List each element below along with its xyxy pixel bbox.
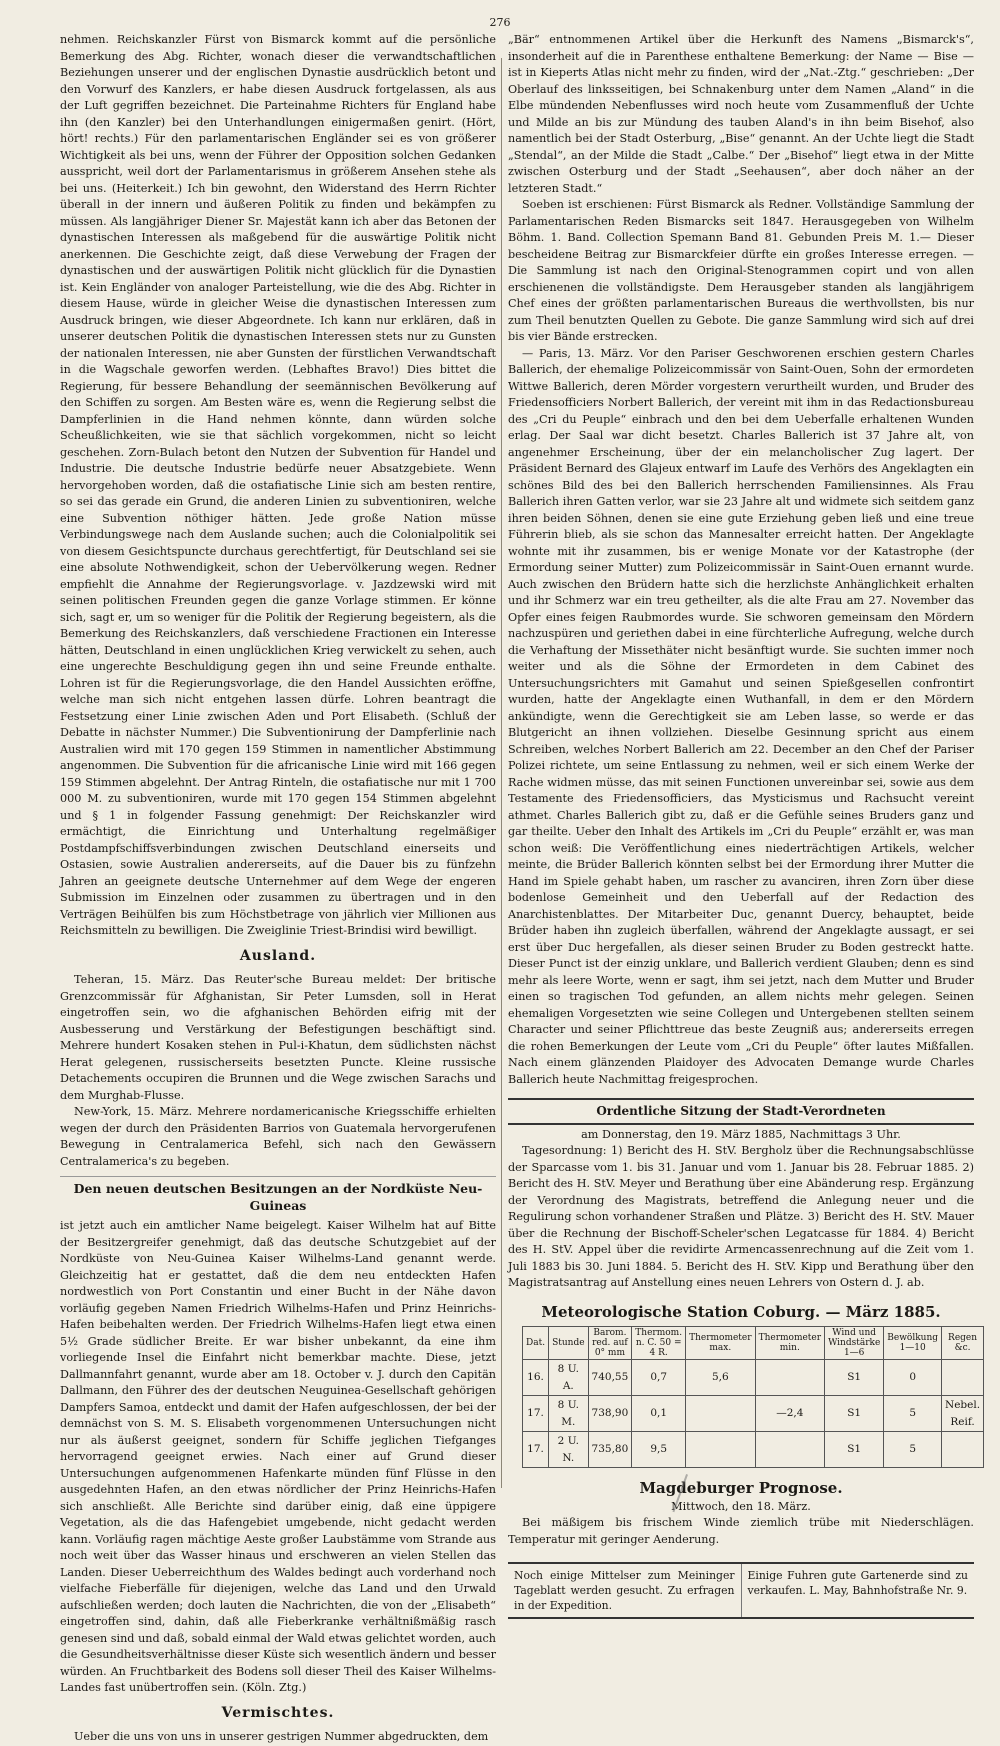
advertisement-row <box>508 1562 974 1619</box>
table-cell: 2 U. N. <box>549 1432 588 1468</box>
advertisement-mittelser: Noch einige Mittelser zum Meininger Tageblatt werden gesucht. Zu erfragen in der Expedition. <box>514 1569 735 1612</box>
col-date: Dat. <box>523 1327 549 1360</box>
table-cell: S1 <box>825 1360 884 1396</box>
neu-guinea-article: ist jetzt auch ein amtlicher Name beigelegt. Kaiser Wilhelm hat auf Bitte der Besitzergreifer genehmigt, daß das deutsche Schutzgebiet auf der Nordküste von Neu-Guinea Kaiser Wilhelms-Land genannt werde. Gleichzeitig hat er gestattet, daß die dem neu entdeckten Hafen nordwestlich von Port Constantin und einer Bucht in der Nähe davon vorläufig gegeben Namen Friedrich Wilhelms-Hafen und Prinz Heinrichs-Hafen beibehalten werden. Der Friedrich Wilhelms-Hafen liegt etwa einen 5½ Grade südlicher Breite. Er war bisher unbekannt, da eine ihm vorliegende Insel die Einfahrt nicht bemerkbar machte. Diese, jetzt Dallmannfahrt genannt, wurde aber am 18. October v. J. durch den Capitän Dallmann, den Führer des der deutschen Neuguinea-Gesellschaft gehörigen Dampfers Samoa, entdeckt und damit der Hafen aufgeschlossen, der bei der demnächst von S. M. S. Elisabeth vorgenommenen Untersuchungen nicht nur als äußerst geeignet, sondern für Schiffe jeglichen Tiefganges hervorragend geeignet erwies. Nach einer auf Grund dieser Untersuchungen aufgenommenen Hafenkarte münden fünf Flüsse in den ausgedehnten Hafen, an den etwas nördlicher der Prinz Heinrichs-Hafen sich anschließt. Alle Berichte sind darüber einig, daß eine üppigere Vegetation, als die das Hafengebiet umgebende, nicht gedacht werden kann. Vorläufig ragen mächtige Aeste großer Laubstämme vom Strande aus noch weit über das Wasser hinaus und erschweren an vielen Stellen das Landen. Dieser Ueberreichthum des Waldes bedingt auch vorderhand noch vielfache Fieberfälle für diejenigen, welche das Land und den Urwald aufschließen werden; doch lauten die Nachrichten, die von der „Elisabeth“ eingetroffen sind, dahin, daß alle Fieberkranke verhältnißmäßig rasch genesen sind und daß, sobald einmal der Wald etwas gelichtet worden, auch die Gesundheitsverhältnisse dieser Küste sich wesentlich ändern und besser würden. An Fruchtbarkeit des Bodens soll dieser Theil des Kaiser Wilhelms-Landes fast unübertroffen sein. (Köln. Ztg.) <box>60 1219 496 1694</box>
table-cell: 0,1 <box>632 1396 686 1432</box>
bismarck-name-article: „Bär“ entnommenen Artikel über die Herkunft des Namens „Bismarck's“, insonderheit auf die in Parenthese enthaltene Bemerkung: der Name — Bise — ist in Kieperts Atlas nicht mehr zu finden, wird der „Nat.-Ztg.“ geschrieben: „Der Oberlauf des linksseitigen, bei Schnakenburg unter dem Namen „Aland“ in die Elbe mündenden Nebenflusses wird noch heute vom Zusammenfluß der Uchte und Milde an bis zur Mündung des tauben Aland's in ihn beim Bisehof, also namentlich bei der Stadt Osterburg, „Bise“ genannt. An der Uchte liegt die Stadt „Stendal“, an der Milde die Stadt „Calbe.“ Der „Bisehof“ liegt etwa in der Mitte zwischen Osterburg und der Stadt „Seehausen“, aber doch näher an der letzteren Stadt.“ <box>508 33 974 195</box>
page-number: 276 <box>489 16 511 29</box>
table-cell: —2,4 <box>755 1396 825 1432</box>
table-cell: S1 <box>825 1432 884 1468</box>
col-hour: Stunde <box>549 1327 588 1360</box>
table-cell: 0 <box>884 1360 942 1396</box>
weather-table-header <box>523 1327 984 1360</box>
table-cell <box>942 1432 984 1468</box>
meteorology-heading: Meteorologische Station Coburg. — März 1885. <box>541 1302 941 1321</box>
table-cell <box>942 1360 984 1396</box>
table-cell: S1 <box>825 1396 884 1432</box>
table-cell <box>686 1432 756 1468</box>
table-cell: 738,90 <box>588 1396 632 1432</box>
col-barometer: Barom. red. auf 0° mm <box>588 1327 632 1360</box>
col-wind: Wind und Windstärke 1—6 <box>825 1327 884 1360</box>
table-cell: 0,7 <box>632 1360 686 1396</box>
paris-report: — Paris, 13. März. Vor den Pariser Geschworenen erschien gestern Charles Ballerich, der ehemalige Polizeicommissär von Saint-Ouen, Sohn der ermordeten Wittwe Ballerich, deren Mörder vorgestern verurtheilt wurden, und Bruder des Friedensofficiers Norbert Ballerich, der vereint mit ihm in das Redactionsbureau des „Cri du Peuple“ einbrach und den bei dem Ueberfalle erhaltenen Wunden erlag. Der Saal war dicht besetzt. Charles Ballerich ist 37 Jahre alt, von angenehmer Erscheinung, über der ein melancholischer Zug lagert. Der Präsident Bernard des Glajeux entwarf im Laufe des Verhörs des Angeklagten ein schönes Bild des bei den Ballerich herrschenden Familiensinnes. Als Frau Ballerich ihren Gatten verlor, war sie 23 Jahre alt und widmete sich seitdem ganz ihren beiden Söhnen, denen sie eine gute Erziehung geben ließ und eine treue Führerin blieb, als sie schon das Mannesalter erreicht hatten. Der Angeklagte wohnte mit ihr zusammen, bis er wenige Monate vor der Katastrophe (der Ermordung seiner Mutter) zum Polizeicommissär in Saint-Ouen ernannt wurde. Auch zwischen den Brüdern hatte sich die herzlichste Anhänglichkeit erhalten und ihr Schmerz war ein treu getheilter, als die alte Frau am 27. November das Opfer eines feigen Raubmordes wurde. Sie schworen gemeinsam den Mördern nachzuspüren und geriethen dabei in eine fürchterliche Aufregung, welche durch die Verhaftung der Missethäter nicht besänftigt wurde. Sie suchten immer noch weiter und als die Söhne der Ermordeten in dem Cabinet des Untersuchungsrichters mit Gamahut und seinen Spießgesellen confrontirt wurden, hatte der Angeklagte einen Wuthanfall, in dem er den Mördern ankündigte, wenn die Gerechtigkeit sie am Leben lasse, so werde er das Blutgericht an ihnen vollziehen. Dieselbe Gesinnung spricht aus einem Schreiben, welches Norbert Ballerich am 22. December an den Chef der Pariser Polizei richtete, um seine Entlassung zu nehmen, weil er sich einem Werke der Rache widmen müsse, das mit seinen Functionen unvereinbar sei, sowie aus dem Testamente des Friedensofficiers, das Mysticismus und Rachsucht vereint athmet. Charles Ballerich gibt zu, daß er die Gefühle seines Bruders ganz und gar theilte. Ueber den Inhalt des Artikels im „Cri du Peuple“ erzählt er, was man schon weiß: Die Veröffentlichung eines niederträchtigen Artikels, welcher meinte, die Brüder Ballerich könnten selbst bei der Ermordung ihrer Mutter die Hand im Spiele gehabt haben, um rascher zu avanciren, ihren Zorn über diese bodenlose Gemeinheit und den Ueberfall auf der Redaction des Anarchistenblattes. Der Mitarbeiter Duc, genannt Duercy, behauptet, beide Brüder haben ihn zugleich überfallen, während der Angeklagte aussagt, er sei erst über Duc hergefallen, als dieser seinen Bruder zu Boden gestreckt hatte. Dieser Punct ist der einzig unklare, und Ballerich verdient Glauben; denn es sind mehr als leere Worte, wenn er sagt, ihm sei jetzt, nach dem Mutter und Bruder einen so tragischen Tod gefunden, an allem nichts mehr gelegen. Seinen ehemaligen Vorgesetzten wie seine Collegen und Untergebenen stellten seinem Character und seiner Pflichttreue das beste Zeugniß aus; andererseits erregen die rohen Bemerkungen der Leute vom „Cri du Peuple“ öfter lautes Mißfallen. Nach einem glänzenden Plaidoyer des Advocaten Demange wurde Charles Ballerich heute Nachmittag freigesprochen. <box>508 346 974 1086</box>
table-cell <box>755 1360 825 1396</box>
col-min: Thermometer min. <box>755 1327 825 1360</box>
bismarck-redner-notice: Soeben ist erschienen: Fürst Bismarck als Redner. Vollständige Sammlung der Parlamentarischen Reden Bismarcks seit 1847. Herausgegeben von Wilhelm Böhm. 1. Band. Collection Spemann Band 81. Gebunden Preis M. 1.— Dieser bescheidene Beitrag zur Bismarckfeier dürfte ein großes Interesse erregen. — Die Sammlung ist nach den Original-Stenogrammen copirt und von allen erschienenen die vollständigste. Dem Herausgeber standen als langjährigem Chef eines der größten parlamentarischen Bureaus die werthvollsten, bis nur zum Theil benutzten Quellen zu Gebote. Die ganze Sammlung wird sich auf drei bis vier Bände erstrecken. <box>508 198 974 343</box>
advertisement-gartenerde: Einige Fuhren gute Gartenerde sind zu verkaufen. L. May, Bahnhofstraße Nr. 9. <box>741 1564 975 1617</box>
table-cell: 17. <box>523 1432 549 1468</box>
prognose-text: Bei mäßigem bis frischem Winde ziemlich trübe mit Niederschlägen. Temperatur mit geringer Aenderung. <box>508 1516 974 1546</box>
neu-guinea-heading: Den neuen deutschen Besitzungen an der Nordküste Neu-Guineas <box>60 1176 496 1214</box>
col-max: Thermometer max. <box>686 1327 756 1360</box>
vermischtes-heading: Vermischtes. <box>221 1704 335 1721</box>
table-row <box>523 1360 984 1396</box>
table-cell: 5 <box>884 1432 942 1468</box>
table-cell: 735,80 <box>588 1432 632 1468</box>
table-cell <box>686 1396 756 1432</box>
teheran-report: Teheran, 15. März. Das Reuter'sche Bureau meldet: Der britische Grenzcommissär für Afghanistan, Sir Peter Lumsden, soll in Herat eingetroffen sein, wo die afghanischen Behörden eifrig mit der Ausbesserung und Verstärkung der Befestigungen beschäftigt sind. Mehrere hundert Kosaken stehen in Pul-i-Khatun, dem südlichsten nächst Herat gelegenen, russischerseits besetzten Puncte. Kleine russische Detachements occupiren die Brunnen und die Wege zwischen Sarachs und dem Murghab-Flusse. <box>60 973 496 1102</box>
weather-table <box>522 1326 984 1468</box>
prognose-date: Mittwoch, den 18. März. <box>671 1499 811 1513</box>
vermischtes-text: Ueber die uns von uns in unserer gestrigen Nummer abgedruckten, dem <box>74 1730 489 1743</box>
right-column <box>508 32 981 1612</box>
left-column <box>60 32 496 1743</box>
sitzung-agenda: Tagesordnung: 1) Bericht des H. StV. Bergholz über die Rechnungsabschlüsse der Sparcasse vom 1. bis 31. Januar und vom 1. Januar bis 28. Februar 1885. 2) Bericht des H. StV. Meyer und Berathung über eine Abänderung resp. Ergänzung der Verordnung des Magistrats, betreffend die Anlegung neuer und die Regulirung schon vorhandener Straßen und Plätze. 3) Bericht des H. StV. Mauer über die Rechnung der Bischoff-Scheler'schen Legatcasse für 1884. 4) Bericht des H. StV. Appel über die revidirte Armencassenrechnung auf die Zeit vom 1. Juli 1883 bis 30. Juni 1884. 5. Bericht des H. StV. Kipp und Berathung über den Magistratsantrag auf Anstellung eines neuen Lehrers von Ostern d. J. ab. <box>508 1144 974 1289</box>
col-thermometer: Thermom. n. C. 50 = 4 R. <box>632 1327 686 1360</box>
reichstag-report: nehmen. Reichskanzler Fürst von Bismarck kommt auf die persönliche Bemerkung des Abg. Richter, wonach dieser die verwandtschaftlichen Beziehungen unserer und der englischen Dynastie ausdrücklich betont und den Vorwurf des Kanzlers, er habe diesen Ausdruck fortgelassen, als aus der Luft gegriffen bezeichnet. Die Parteinahme Richters für England habe ihn (den Kanzler) bei den Unterhandlungen einigermaßen genirt. (Hört, hört! rechts.) Für den parlamentarischen Engländer sei es von größerer Wichtigkeit als bei uns, wenn der Führer der Opposition solchen Gedanken ausspricht, weil dort der Parlamentarismus in größerem Ansehen stehe als bei uns. (Heiterkeit.) Ich bin gewohnt, den Widerstand des Herrn Richter überall in der innern und äußeren Politik zu finden und bekämpfen zu müssen. Als langjähriger Diener Sr. Majestät kann ich aber das Betonen der dynastischen Interessen als maßgebend für die auswärtige Politik nicht anerkennen. Die Geschichte zeigt, daß diese Verwebung der Fragen der dynastischen und der auswärtigen Politik nicht glücklich für die Dynastien ist. Kein Engländer von analoger Parteistellung, wie die des Abg. Richter in diesem Hause, würde in gleicher Weise die dynastischen Interessen zum Ausdruck bringen, wie dieser Abgeordnete. Ich kann nur erklären, daß in unserer deutschen Politik die dynastischen Interessen stets nur zu Gunsten der nationalen Interessen, nie aber Gunsten der fürstlichen Verwandtschaft in die Wagschale geworfen werden. (Lebhaftes Bravo!) Dies bittet die Regierung, für bessere Behandlung der seemännischen Bevölkerung auf den Schiffen zu sorgen. Am Besten wäre es, wenn die Regierung selbst die Dampferlinien in die Hand nehmen könnte, dann würden solche Scheußlichkeiten, wie sie that sächlich vorgekommen, nicht so leicht geschehen. Zorn-Bulach betont den Nutzen der Subvention für Handel und Industrie. Die deutsche Industrie bedürfe neuer Absatzgebiete. Wenn hervorgehoben worden, daß die ostafiatische Linie sich am besten rentire, so sei das gerade ein Grund, die anderen Linien zu subventioniren, welche eine Subvention nöthiger hätten. Jede große Nation müsse Verbindungswege nach dem Auslande suchen; auch die Colonialpolitik sei von diesem Gesichtspuncte durchaus gerechtfertigt, für Deutschland sei sie eine absolute Nothwendigkeit, schon der Uebervölkerung wegen. Redner empfiehlt die Annahme der Regierungsvorlage. v. Jazdzewski wird mit seinen politischen Freunden gegen die ganze Vorlage stimmen. Er könne sich, sagt er, um so weniger für die Politik der Regierung begeistern, als die Bemerkung des Reichskanzlers, daß verschiedene Fractionen ein Interesse hätten, Deutschland in einen unglücklichen Krieg verwickelt zu sehen, auch eine ungerechte Beschuldigung gegen ihn und seine Freunde enthalte. Lohren ist für die Regierungsvorlage, die den Handel Aussichten eröffne, welche man sich nicht entgehen lassen dürfe. Lohren beantragt die Festsetzung einer Linie zwischen Aden und Port Elisabeth. (Schluß der Debatte in nächster Nummer.) Die Subventionirung der Dampferlinie nach Australien wird mit 170 gegen 159 Stimmen in namentlicher Abstimmung angenommen. Die Subvention für die africanische Linie wird mit 166 gegen 159 Stimmen abgelehnt. Der Antrag Rinteln, die ostafiatische nur mit 1 700 000 M. zu subventioniren, wurde mit 170 gegen 154 Stimmen abgelehnt und § 1 in folgender Fassung genehmigt: Der Reichskanzler wird ermächtigt, die Einrichtung und Unterhaltung regelmäßiger Postdampfschiffsverbindungen zwischen Deutschland einerseits und Ostasien, sowie Australien andererseits, auf die Dauer bis zu fünfzehn Jahren an geeignete deutsche Unternehmer auf dem Wege der engeren Submission im Einzelnen oder zusammen zu übertragen und in den Verträgen Beihülfen bis zum Höchstbetrage von jährlich vier Millionen aus Reichsmitteln zu bewilligen. Die Zweiglinie Triest-Brindisi wird bewilligt. <box>60 33 496 937</box>
newyork-report: New-York, 15. März. Mehrere nordamericanische Kriegsschiffe erhielten wegen der durch den Präsidenten Barrios von Guatemala hervorgerufenen Bewegung in Centralamerica Befehl, sich nach den Gewässern Centralamerica's zu begeben. <box>60 1105 496 1168</box>
table-cell: 740,55 <box>588 1360 632 1396</box>
table-cell: 16. <box>523 1360 549 1396</box>
table-cell: 5 <box>884 1396 942 1432</box>
table-cell: 17. <box>523 1396 549 1432</box>
table-cell <box>755 1432 825 1468</box>
table-cell: 8 U. A. <box>549 1360 588 1396</box>
col-rain: Regen &c. <box>942 1327 984 1360</box>
sitzung-date: am Donnerstag, den 19. März 1885, Nachmittags 3 Uhr. <box>581 1127 901 1141</box>
prognose-heading: Magdeburger Prognose. <box>639 1479 843 1497</box>
table-cell: 9,5 <box>632 1432 686 1468</box>
table-row <box>523 1396 984 1432</box>
sitzung-heading: Ordentliche Sitzung der Stadt-Verordneten <box>508 1098 974 1125</box>
table-row <box>523 1432 984 1468</box>
table-cell: 5,6 <box>686 1360 756 1396</box>
table-cell: Nebel. Reif. <box>942 1396 984 1432</box>
col-cloud: Bewölkung 1—10 <box>884 1327 942 1360</box>
table-cell: 8 U. M. <box>549 1396 588 1432</box>
column-divider <box>501 58 502 1488</box>
ausland-heading: Ausland. <box>239 947 317 964</box>
